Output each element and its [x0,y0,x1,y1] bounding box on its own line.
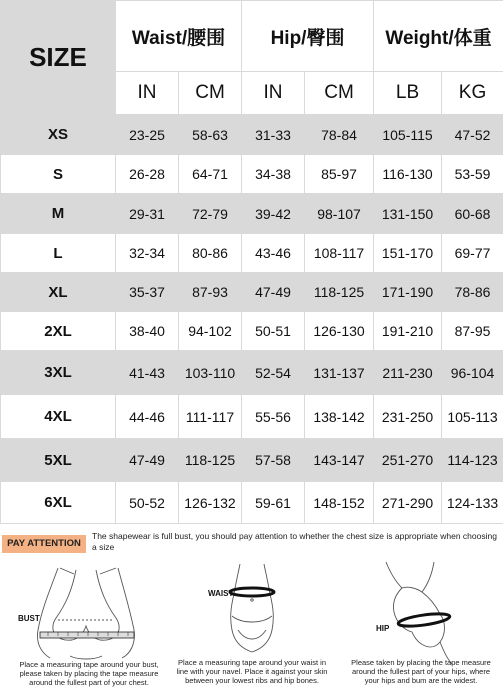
measurement-cell: 151-170 [374,234,442,273]
size-cell: S [1,155,116,194]
measurement-cell: 96-104 [442,351,503,395]
hip-group-header: Hip/臀围 [242,1,374,72]
waist-caption: Place a measuring tape around your waist in line with your navel. Place it against your skin between your lowest ribs and hip bones. [176,658,328,685]
unit-header: LB [374,72,442,115]
measurement-cell: 80-86 [179,234,242,273]
measurement-cell: 60-68 [442,194,503,234]
measurement-cell: 32-34 [116,234,179,273]
measurement-cell: 52-54 [242,351,305,395]
hip-caption: Please taken by placing the tape measure around the fullest part of your hips, where your hips and bum are the widest. [351,658,491,685]
measurement-cell: 78-84 [305,115,374,155]
measurement-cell: 148-152 [305,482,374,524]
measurement-cell: 47-52 [442,115,503,155]
measurement-cell: 44-46 [116,395,179,439]
size-cell: 3XL [1,351,116,395]
bust-label: BUST [18,614,40,623]
unit-header: IN [242,72,305,115]
bust-caption: Place a measuring tape around your bust, please taken by placing the tape measure around the fullest part of your chest. [19,660,159,687]
table-row [1,234,503,273]
measurement-cell: 50-52 [116,482,179,524]
measurement-cell: 50-51 [242,312,305,351]
measurement-cell: 143-147 [305,439,374,482]
size-cell: XL [1,273,116,312]
size-cell: XS [1,115,116,155]
waist-group-header: Waist/腰围 [116,1,242,72]
measurement-cell: 138-142 [305,395,374,439]
bust-tape [40,632,134,638]
measurement-cell: 43-46 [242,234,305,273]
measurement-cell: 72-79 [179,194,242,234]
measurement-cell: 38-40 [116,312,179,351]
bust-guide [0,560,168,694]
size-cell: 4XL [1,395,116,439]
measurement-cell: 231-250 [374,395,442,439]
measurement-cell: 87-95 [442,312,503,351]
measurement-cell: 64-71 [179,155,242,194]
measurement-cell: 171-190 [374,273,442,312]
table-row [1,312,503,351]
measurement-cell: 111-117 [179,395,242,439]
measurement-cell: 35-37 [116,273,179,312]
hip-label: HIP [376,624,390,633]
measurement-cell: 103-110 [179,351,242,395]
waist-guide [168,560,336,694]
measurement-cell: 59-61 [242,482,305,524]
size-cell: L [1,234,116,273]
table-row [1,482,503,524]
measurement-cell: 131-150 [374,194,442,234]
measurement-cell: 124-133 [442,482,503,524]
measurement-cell: 105-115 [374,115,442,155]
size-cell: 2XL [1,312,116,351]
hip-tape [398,611,451,628]
measurement-cell: 31-33 [242,115,305,155]
measurement-cell: 94-102 [179,312,242,351]
measurement-cell: 55-56 [242,395,305,439]
measurement-cell: 58-63 [179,115,242,155]
size-rows [1,115,503,524]
waist-tape [230,588,274,596]
unit-header: CM [305,72,374,115]
measurement-cell: 126-130 [305,312,374,351]
measurement-cell: 191-210 [374,312,442,351]
size-header: SIZE [1,1,116,115]
measurement-cell: 118-125 [179,439,242,482]
table-row [1,115,503,155]
table-row [1,155,503,194]
measurement-cell: 108-117 [305,234,374,273]
unit-header: KG [442,72,503,115]
measurement-cell: 39-42 [242,194,305,234]
measurement-cell: 34-38 [242,155,305,194]
measurement-cell: 26-28 [116,155,179,194]
measurement-cell: 23-25 [116,115,179,155]
hip-guide [336,560,503,694]
measurement-cell: 29-31 [116,194,179,234]
measurement-cell: 87-93 [179,273,242,312]
pay-attention-text: The shapewear is full bust, you should pay attention to whether the chest size is appropriate when choosing a size [92,531,497,552]
measurement-cell: 126-132 [179,482,242,524]
pay-attention-badge: PAY ATTENTION [2,535,86,553]
measurement-cell: 131-137 [305,351,374,395]
measurement-cell: 105-113 [442,395,503,439]
size-cell: 6XL [1,482,116,524]
measurement-cell: 41-43 [116,351,179,395]
table-row [1,273,503,312]
pay-attention-banner [0,530,503,560]
table-row [1,439,503,482]
unit-header: CM [179,72,242,115]
measurement-cell: 57-58 [242,439,305,482]
weight-group-header: Weight/体重 [374,1,503,72]
table-row [1,351,503,395]
unit-header: IN [116,72,179,115]
measurement-cell: 53-59 [442,155,503,194]
measurement-cell: 114-123 [442,439,503,482]
size-cell: M [1,194,116,234]
measurement-cell: 98-107 [305,194,374,234]
measurement-cell: 118-125 [305,273,374,312]
size-cell: 5XL [1,439,116,482]
measurement-cell: 211-230 [374,351,442,395]
measurement-cell: 116-130 [374,155,442,194]
measurement-cell: 69-77 [442,234,503,273]
waist-label: WAIST [208,589,234,598]
measurement-cell: 47-49 [242,273,305,312]
table-row [1,395,503,439]
measurement-cell: 271-290 [374,482,442,524]
measurement-cell: 47-49 [116,439,179,482]
table-row [1,194,503,234]
measurement-cell: 78-86 [442,273,503,312]
measurement-cell: 251-270 [374,439,442,482]
measurement-cell: 85-97 [305,155,374,194]
